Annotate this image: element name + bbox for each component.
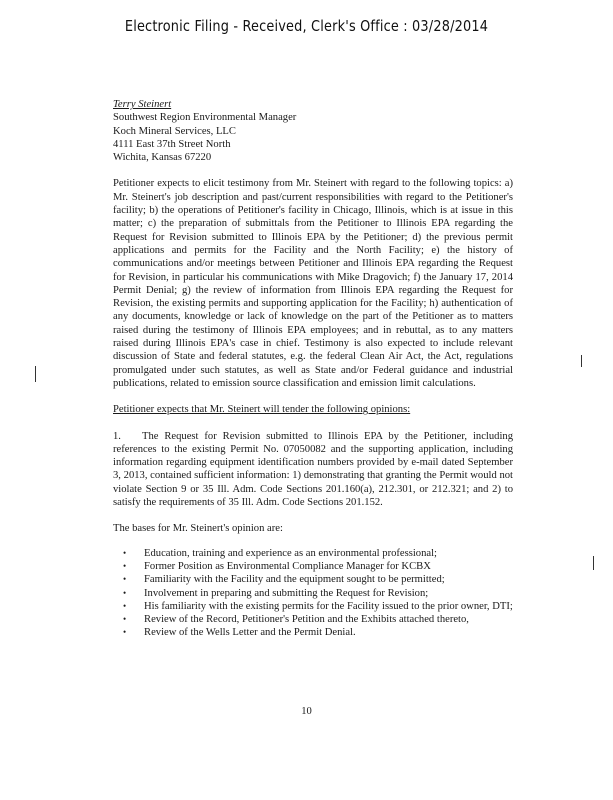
bullet-icon: • [123, 587, 127, 598]
electronic-filing-stamp: Electronic Filing - Received, Clerk's Office : 03/28/2014 [124, 17, 489, 35]
testimony-topics-paragraph: Petitioner expects to elicit testimony from Mr. Steinert with regard to the following topics: a) Mr. Steinert's job description and past/current responsibilities with regard to the Petitioner's facility; b) the operations of Petitioner's facility in Chicago, Illinois, which is at issue in this matter; c) the preparation of submittals from the Petitioner to Illinois EPA regarding the Request for Revision submitted to Illinois EPA by the Petitioner; d) the previous permit applications and permits for the Facility and the North Facility; e) the history of communications and/or meetings between Petitioner and Illinois EPA regarding the Request for Revision, in particular his communications with Mike Dragovich; f) the January 17, 2014 Permit Denial; g) the review of information from Illinois EPA regarding the Request for Revision, the existing permits and supporting application for the Facility; h) authentication of any documents, knowledge or lack of knowledge on the part of the Petitioner as to matters raised during the testimony of Illinois EPA employees; and in rebuttal, as to any matters raised during Illinois EPA's case in chief. Testimony is also expected to include relevant discussion of State and federal statutes, e.g. the federal Clean Air Act, the Act, regulations promulgated under such statutes, as well as State and/or Federal guidance and industrial publications, related to emission source classification and emission limit calculations. [113, 178, 513, 389]
opinions-intro: Petitioner expects that Mr. Steinert will tender the following opinions: [113, 404, 411, 416]
bullet-icon: • [123, 574, 127, 585]
bullet-icon: • [123, 627, 127, 638]
witness-name: Terry Steinert [113, 99, 172, 110]
scan-mark [593, 556, 594, 570]
list-item: • Involvement in preparing and submitting the Request for Revision; [123, 587, 429, 599]
witness-title: Southwest Region Environmental Manager [113, 112, 297, 124]
bases-list [113, 547, 513, 640]
list-item: • Review of the Record, Petitioner's Petition and the Exhibits attached thereto, [123, 614, 469, 626]
bullet-icon: • [123, 614, 127, 625]
witness-city: Wichita, Kansas 67220 [113, 152, 212, 164]
witness-address-block [113, 98, 513, 164]
bases-intro: The bases for Mr. Steinert's opinion are: [113, 523, 283, 535]
list-item: • His familiarity with the existing permits for the Facility issued to the prior owner, DTI; [123, 600, 513, 612]
page-number: 10 [301, 706, 312, 717]
list-item: • Education, training and experience as an environmental professional; [123, 547, 437, 559]
bullet-icon: • [123, 547, 127, 558]
opinion-text: The Request for Revision submitted to Illinois EPA by the Petitioner, including references to the existing Permit No. 07050082 and the supporting application, including information regarding equipment identification numbers provided by e-mail dated September 3, 2013, contained sufficient information: 1) demonstrating that granting the Permit would not violate Section 9 or 35 Ill. Adm. Code Sections 201.160(a), 212.301, or 212.321; and 2) to satisfy the requirements of 35 Ill. Adm. Code Sections 201.152. [113, 430, 513, 509]
witness-company: Koch Mineral Services, LLC [113, 125, 236, 137]
list-item: • Review of the Wells Letter and the Permit Denial. [123, 627, 356, 639]
document-body [113, 98, 513, 640]
opinion-item [113, 430, 513, 510]
bullet-icon: • [123, 600, 127, 611]
opinion-number: 1. [113, 430, 121, 442]
witness-street: 4111 East 37th Street North [113, 138, 231, 150]
scan-mark [581, 355, 582, 367]
bullet-icon: • [123, 560, 127, 571]
list-item: • Former Position as Environmental Compliance Manager for KCBX [123, 560, 431, 572]
scan-mark [35, 366, 36, 382]
list-item: • Familiarity with the Facility and the equipment sought to be permitted; [123, 574, 445, 586]
